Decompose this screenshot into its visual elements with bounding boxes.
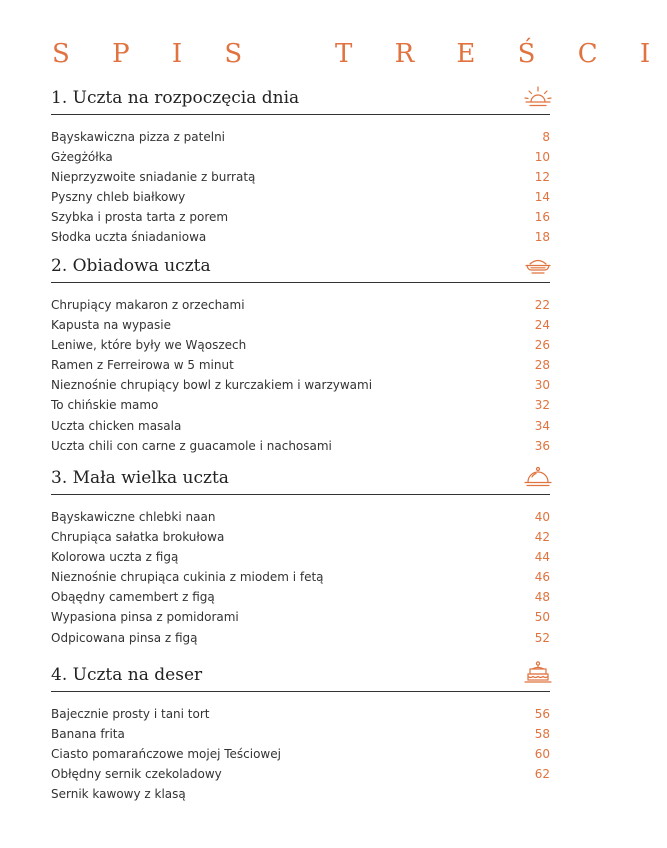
entry-page-number: 46	[534, 570, 550, 585]
entry-page-number: 30	[534, 378, 550, 393]
entry-title: Odpicowana pinsa z figą	[51, 630, 198, 645]
cloche-icon	[522, 463, 554, 489]
toc-entry[interactable]	[51, 764, 550, 784]
entry-page-number: 24	[534, 318, 550, 333]
entry-title: Kapusta na wypasie	[51, 318, 171, 333]
entry-page-number: 50	[534, 610, 550, 625]
cake-icon	[522, 660, 554, 686]
entry-list	[51, 704, 550, 804]
entry-page-number: 58	[534, 727, 550, 742]
entry-title: Nieprzyzwoite sniadanie z burratą	[51, 170, 256, 185]
toc-entry[interactable]	[51, 567, 550, 587]
entry-title: Ciasto pomarańczowe mojej Teściowej	[51, 747, 281, 762]
section-header	[51, 248, 550, 283]
entry-page-number: 36	[534, 438, 550, 453]
toc-entry[interactable]	[51, 127, 550, 147]
toc-entry[interactable]	[51, 187, 550, 207]
entry-title: Bajecznie prosty i tani tort	[51, 707, 210, 721]
entry-title: Bąyskawiczne chlebki naan	[51, 510, 216, 524]
toc-entry[interactable]	[51, 587, 550, 607]
entry-title: Ramen z Ferreirowa w 5 minut	[51, 358, 234, 373]
sunrise-icon	[522, 83, 554, 109]
toc-entry[interactable]	[51, 628, 550, 648]
section-title: 2. Obiadowa uczta	[51, 256, 211, 276]
toc-entry[interactable]	[51, 527, 550, 547]
entry-title: Chrupiąca sałatka brokułowa	[51, 530, 225, 545]
entry-title: Pyszny chleb białkowy	[51, 190, 186, 205]
pie-dish-icon	[522, 251, 554, 277]
toc-entry[interactable]	[51, 335, 550, 355]
entry-page-number: 52	[534, 630, 550, 645]
entry-page-number: 14	[534, 190, 550, 205]
toc-entry[interactable]	[51, 315, 550, 335]
entry-title: Chrupiący makaron z orzechami	[51, 298, 245, 312]
entry-page-number: 12	[534, 170, 550, 185]
toc-entry[interactable]	[51, 207, 550, 227]
entry-page-number: 18	[534, 230, 550, 245]
entry-page-number: 60	[534, 747, 550, 762]
entry-title: Bąyskawiczna pizza z patelni	[51, 130, 226, 144]
toc-entry[interactable]	[51, 744, 550, 764]
entry-title: Uczta chicken masala	[51, 418, 182, 433]
entry-list	[51, 127, 550, 248]
section-header	[51, 657, 550, 692]
toc-entry[interactable]	[51, 355, 550, 375]
entry-page-number: 32	[534, 398, 550, 413]
entry-page-number: 56	[534, 707, 550, 721]
entry-title: Wypasiona pinsa z pomidorami	[51, 610, 239, 625]
toc-entry[interactable]	[51, 375, 550, 395]
toc-entry[interactable]	[51, 547, 550, 567]
section-header	[51, 80, 550, 115]
entry-title: Słodka uczta śniadaniowa	[51, 230, 207, 245]
entry-page-number: 10	[534, 150, 550, 165]
entry-page-number: 40	[534, 510, 550, 524]
section-title: 4. Uczta na deser	[51, 665, 203, 685]
toc-entry[interactable]	[51, 784, 550, 804]
toc-entry[interactable]	[51, 704, 550, 724]
entry-title: Nieznośnie chrupiąca cukinia z miodem i fetą	[51, 570, 324, 585]
toc-entry[interactable]	[51, 395, 550, 415]
entry-page-number: 26	[534, 338, 550, 353]
toc-section-1	[51, 80, 550, 248]
entry-page-number: 28	[534, 358, 550, 373]
toc-entry[interactable]	[51, 147, 550, 167]
toc-section-2	[51, 248, 550, 456]
toc-section-4	[51, 657, 550, 804]
entry-list	[51, 295, 550, 456]
entry-page-number: 42	[534, 530, 550, 545]
entry-page-number: 34	[534, 418, 550, 433]
toc-entry[interactable]	[51, 167, 550, 187]
entry-title: Banana frita	[51, 727, 125, 742]
entry-title: To chińskie mamo	[51, 398, 159, 413]
section-header	[51, 460, 550, 495]
toc-entry[interactable]	[51, 295, 550, 315]
toc-title: S P I S T R E Ś C I	[52, 39, 667, 69]
entry-page-number: 48	[534, 590, 550, 605]
entry-title: Obąędny camembert z figą	[51, 590, 215, 605]
toc-entry[interactable]	[51, 227, 550, 247]
section-title: 1. Uczta na rozpoczęcia dnia	[51, 88, 300, 108]
entry-page-number: 62	[534, 767, 550, 782]
toc-entry[interactable]	[51, 416, 550, 436]
entry-list	[51, 507, 550, 648]
toc-entry[interactable]	[51, 507, 550, 527]
toc-section-3	[51, 460, 550, 648]
entry-page-number: 22	[534, 298, 550, 312]
toc-entry[interactable]	[51, 724, 550, 744]
toc-entry[interactable]	[51, 436, 550, 456]
entry-title: Sernik kawowy z klasą	[51, 787, 186, 802]
toc-entry[interactable]	[51, 607, 550, 627]
entry-title: Obłędny sernik czekoladowy	[51, 767, 222, 782]
entry-title: Leniwe, które były we Wąoszech	[51, 338, 247, 353]
entry-page-number: 8	[542, 130, 550, 144]
section-title: 3. Mała wielka uczta	[51, 468, 229, 488]
entry-title: Uczta chili con carne z guacamole i nachosami	[51, 438, 332, 453]
entry-title: Nieznośnie chrupiący bowl z kurczakiem i warzywami	[51, 378, 373, 393]
entry-title: Gżegżółka	[51, 150, 113, 165]
entry-page-number: 44	[534, 550, 550, 565]
entry-page-number: 16	[534, 210, 550, 225]
entry-title: Kolorowa uczta z figą	[51, 550, 179, 565]
entry-title: Szybka i prosta tarta z porem	[51, 210, 229, 225]
